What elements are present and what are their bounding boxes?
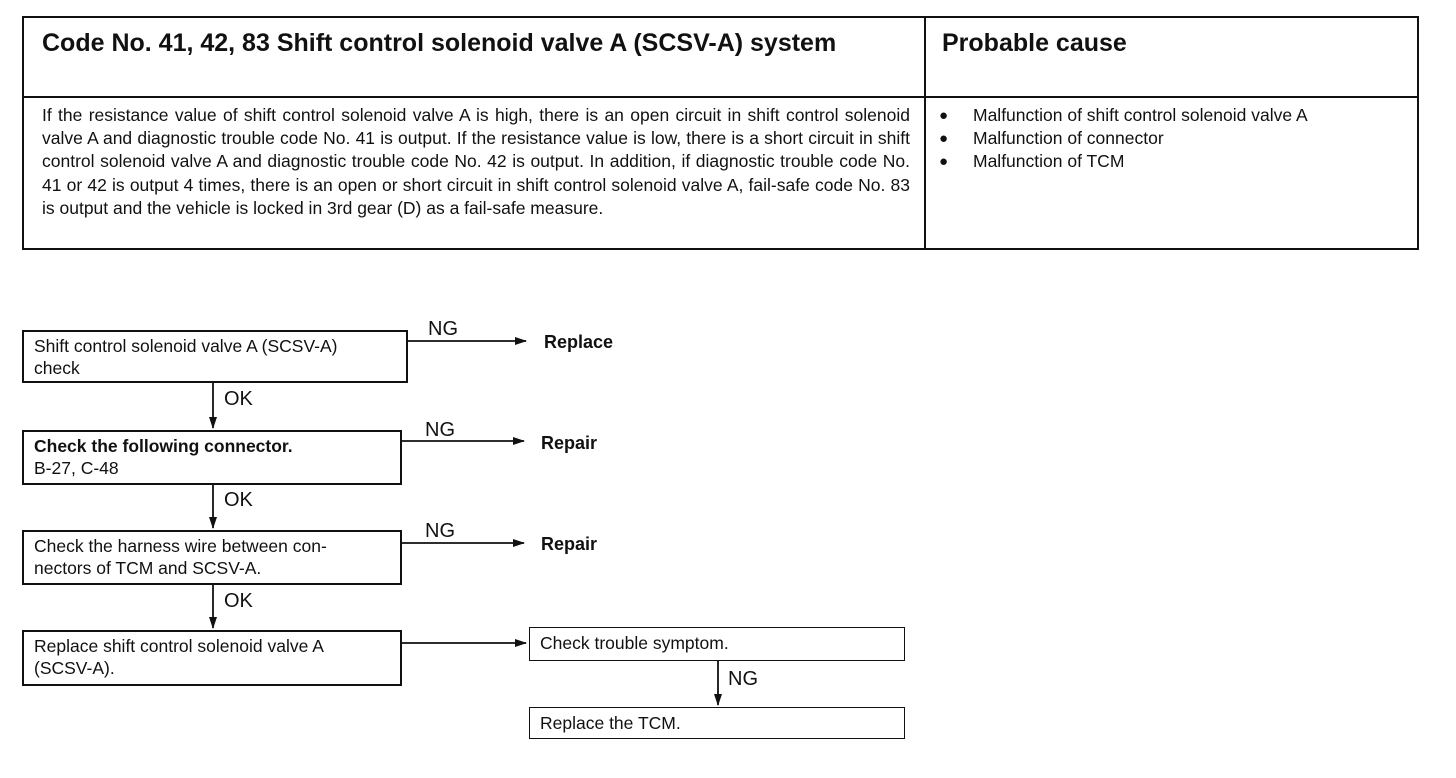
cause-item: ● Malfunction of connector bbox=[939, 128, 1164, 148]
step-connector-check: Check the following connector. B-27, C-48 bbox=[22, 430, 402, 485]
step-harness-check: Check the harness wire between con- nectors of TCM and SCSV-A. bbox=[22, 530, 402, 585]
step-replace-tcm: Replace the TCM. bbox=[529, 707, 905, 739]
bullet-icon: ● bbox=[939, 130, 949, 147]
result-replace: Replace bbox=[544, 332, 614, 352]
ng-label: NG bbox=[425, 520, 455, 542]
cause-item: ● Malfunction of shift control solenoid valve A bbox=[939, 105, 1308, 125]
bullet-icon: ● bbox=[939, 107, 949, 124]
bullet-icon: ● bbox=[939, 153, 949, 170]
ng-label: NG bbox=[425, 419, 455, 441]
result-repair: Repair bbox=[541, 433, 598, 453]
cause-item: ● Malfunction of TCM bbox=[939, 151, 1125, 171]
step-replace-scsv: Replace shift control solenoid valve A (SCSV-A). bbox=[22, 630, 402, 686]
step-scsv-check: Shift control solenoid valve A (SCSV-A) check bbox=[22, 330, 408, 383]
ng-label: NG bbox=[728, 668, 758, 690]
ok-label: OK bbox=[224, 489, 253, 511]
code-description: If the resistance value of shift control solenoid valve A is high, there is an open circuit in shift control solenoid valve A and diagnostic trouble code No. 41 is output. If the resistance value is low, there is a short circuit in shift control solenoid valve A and diagnostic trouble code No. 42 is output. In addition, if diagnostic trouble code No. 41 or 42 is output 4 times, there is an open or short circuit in shift control solenoid valve A, fail-safe code No. 83 is output and the vehicle is locked in 3rd gear (D) as a fail-safe measure. bbox=[42, 105, 910, 218]
step-check-trouble-symptom: Check trouble symptom. bbox=[529, 627, 905, 661]
table-header-probable-cause: Probable cause bbox=[942, 29, 1127, 57]
table-header-code: Code No. 41, 42, 83 Shift control solenoid valve A (SCSV-A) system bbox=[42, 29, 837, 57]
result-repair: Repair bbox=[541, 534, 598, 554]
ok-label: OK bbox=[224, 388, 253, 410]
ok-label: OK bbox=[224, 590, 253, 612]
ng-label: NG bbox=[428, 318, 458, 340]
